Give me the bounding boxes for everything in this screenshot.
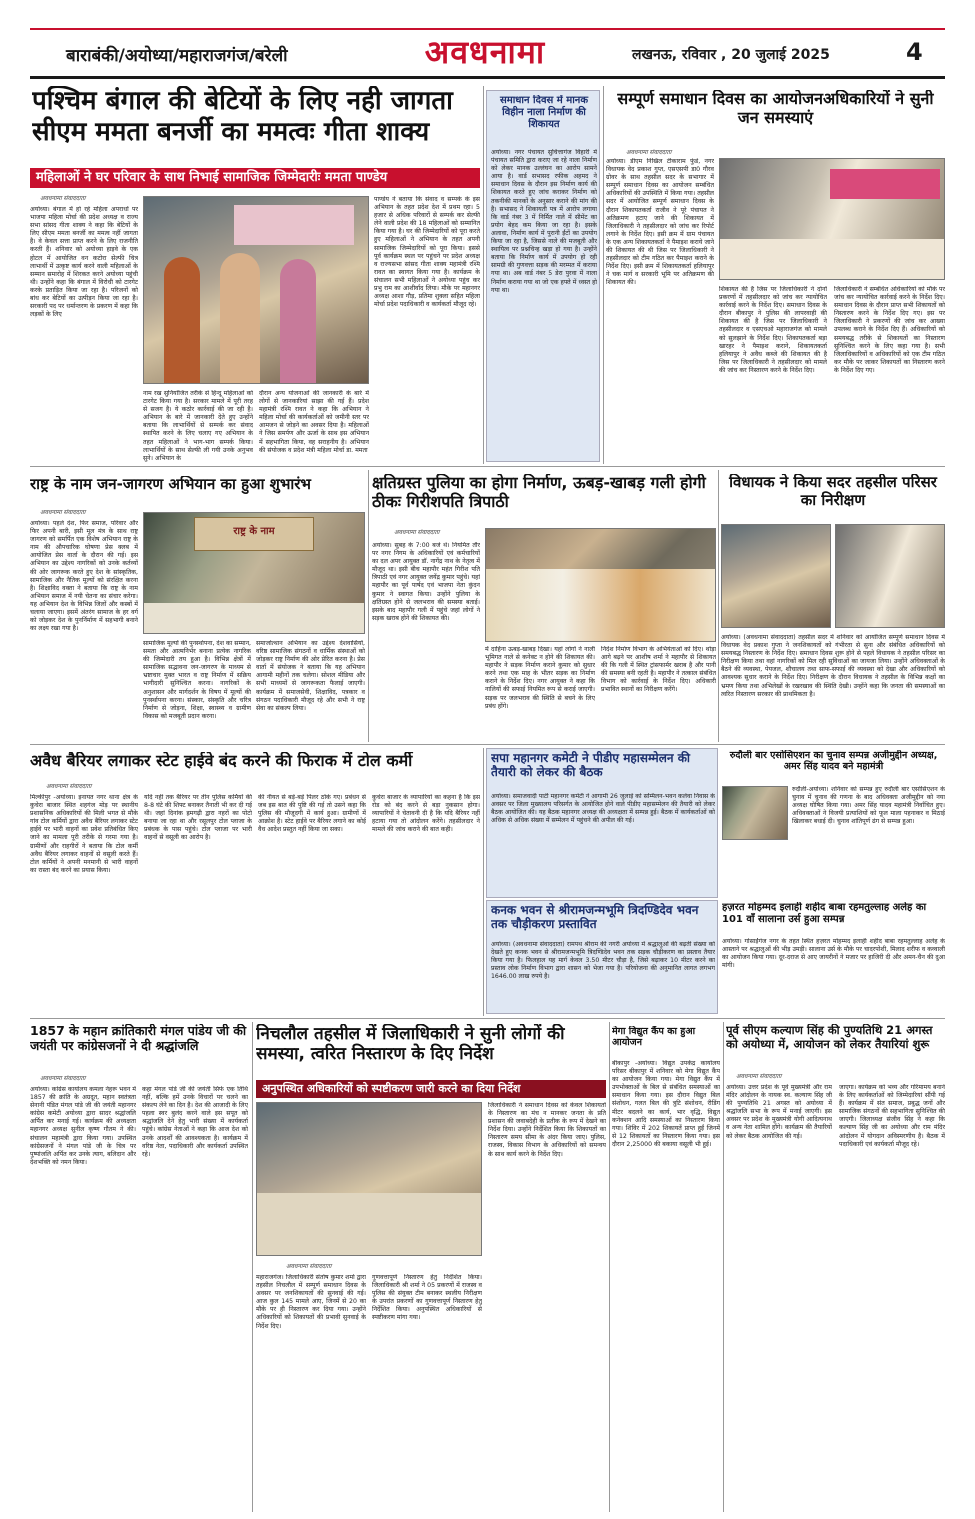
story13-col3: जिलाधिकारी ने समाधान दिवस को केवल शिकायतों के निस्तारण का मंच न मानकर जनता के प्रति प्रशासन की जवाबदेही के प्रतीक के रूप में देखने का निर्देश दिया। उन्होंने निर्देशित किया कि शिकायतों का निस्तारण समय सीमा के अंदर किया जाए। पुलिस, राजस्व, विकास विभाग के अधिकारियों को समन्वय के साथ कार्य करने के निर्देश दिए। bbox=[488, 1102, 606, 1158]
photo-person bbox=[164, 257, 200, 384]
story12-col2: कहा मंगल पांडे जी की जयंती सिर्फ एक तिथि नहीं, बल्कि हमें उनके विचारों पर चलने का संकल्प लेने का दिन है। देश की आजादी के लिए पहला स्वर बुलंद करने वाले इस सपूत को श्रद्धांजलि देने हेतु भारी संख्या में कार्यकर्ता पहुंचे। कांग्रेस नेताओं ने कहा कि आज देश को उनके आदर्शों की आवश्यकता है। कार्यक्रम में वरिष्ठ नेता, पदाधिकारी और कार्यकर्ता उपस्थित रहे। bbox=[142, 1086, 248, 1158]
photo-banner-text: राष्ट्र के नाम bbox=[233, 526, 275, 537]
story7-headline: अवैध बैरियर लगाकर स्टेट हाईवे बंद करने की फिराक में टोल कर्मी bbox=[30, 752, 413, 770]
story6-photo-right bbox=[835, 524, 945, 628]
divider bbox=[609, 1022, 610, 1512]
story13-col2: गुणवत्तापूर्ण निस्तारण हेतु निर्देशित किया। जिलाधिकारी श्री शर्मा ने 05 प्रकरणों में राजस्व व पुलिस की संयुक्त टीम बनाकर स्थलीय निरीक्षण के उपरांत प्रकरणों का गुणवत्तापूर्ण निस्तारण हेतु निर्देशित किया। अनुपस्थित अधिकारियों से स्पष्टीकरण मांगा गया। bbox=[372, 1274, 482, 1322]
story7-col1: मिल्कीपुर -अयोध्या। इनायत नगर थाना क्षेत्र के कुचेरा बाजार स्थित शहगंज मोड़ पर स्थानीय प्रशासनिक अधिकारियों की मिली भगत से मौके गांव टोल कर्मियों द्वारा अवैध बैरियर लगाकर स्टेट हाईवे पर भारी वाहनों का प्रवेश प्रतिबंधित किए जाने का मामला पूरी तरीके से गरमा गया है। ग्रामीणों और राहगीरों ने बताया कि टोल कर्मी अवैध बैरियर लगाकर वाहनों से वसूली करते हैं। टोल कर्मियों ने अपनी मनमानी से भारी वाहनों का रास्ता बंद करने का प्रयास किया। bbox=[30, 794, 138, 874]
story3-col3: जिलाधिकारी ने सम्बंधित अधिकारियों को मौके पर जांच कर न्यायोचित कार्रवाई करने के निर्देश दिए। समाधान दिवस के दौरान प्राप्त सभी शिकायतों को निस्तारण करने के निर्देश दिए गए। इस पर जिलाधिकारी ने प्रकरणों की जांच कर आख्या उपलब्ध कराने के निर्देश दिए हैं। अधिकारियों को समयबद्ध तरीके से शिकायतों का निस्तारण सुनिश्चित करने के लिए कहा गया है। सभी जिलाधिकारियों व अधिकारियों को एक टीम गठित कर मौके पर जाकर शिकायतों का निस्तारण करने के निर्देश दिए गए। bbox=[834, 286, 945, 374]
story1-col1: अयोध्या। बंगाल में हो रहे महिला अपराधों पर भाजपा महिला मोर्चा की प्रदेश अध्यक्ष व राज्य सभा सांसद गीता शाक्य ने कहा कि बेटियों के लिए सीएम ममता बनर्जी का ममत्व नहीं जागता है। वे केवल सत्ता प्राप्त करने के लिए राजनीति करती हैं। शनिवार को अयोध्या हाइवे के एक होटल में आयोजित वन कटोरा सेल्फी चित्र लाभार्थी में उत्कृष्ट कार्य करने वाली महिलाओं के सम्मान समारोह में शिरकत करने अयोध्या पहुंची थी। उन्होंने कहा कि बंगाल में विरोधी को टारगेट करके प्रताड़ित किया जा रहा है। परिजनों को बांध कर बेटियों का उत्पीड़न किया जा रहा है। सरकारी पद पर धर्मान्तरण के प्रकरण में कहा कि लड़कों के लिए bbox=[30, 206, 138, 319]
story14-body: बीकापुर -अयोध्या। विद्युत उपकेंद्र कार्यालय परिसर बीकापुर में शनिवार को मेगा विद्युत कैंप का आयोजन किया गया। मेगा विद्युत कैंप में उपभोक्ताओं के बिल से संबंधित समस्याओं का समाधान किया गया। इस दौरान विद्युत बिल संशोधन, गलत बिल की त्रुटि संशोधन, रीडिंग मीटर बदलने का कार्य, भार वृद्धि, विद्युत कनेक्शन आदि समस्याओं का निस्तारण किया गया। शिविर में 202 शिकायतें प्राप्त हुईं जिनमें से 12 शिकायतों का निस्तारण किया गया। इस दौरान 2,25000 की बकाया वसूली भी हुई। bbox=[612, 1060, 720, 1148]
story-mangal-pandey bbox=[30, 1022, 248, 1512]
masthead-logo bbox=[380, 28, 590, 74]
story13-col1: महाराजगंज। जिलाधिकारी संतोष कुमार शर्मा द्वारा तहसील निचलौल में सम्पूर्ण समाधान दिवस के अवसर पर जनशिकायतों की सुनवाई की गई। आज कुल 145 मामले आए, जिनमें से 20 का मौके पर ही निस्तारण कर दिया गया। उन्होंने अधिकारियों को शिकायतों की प्रभावी सुनवाई के निर्देश दिए। bbox=[256, 1274, 366, 1330]
divider bbox=[252, 1022, 253, 1512]
story9-photo bbox=[722, 786, 788, 840]
story11-body: अयोध्या। गोसाईंगंज नगर के तहत स्थित हज़रत मोहम्मद इलाही शहीद बाबा रहमतुल्लाह अलेह के आस्ताने पर श्रद्धालुओं की भीड़ उमड़ी। सालाना उर्स के मौके पर चादरपोशी, मिलाद शरीफ व कव्वाली का आयोजन किया गया। दूर-दराज से आए जायरीनों ने मजार पर हाजिरी दी और अमन-चैन की दुआ मांगी। bbox=[722, 938, 945, 970]
story1-col4: पाण्डेय ने बताया कि संवाद व सम्पर्क के इस अभियान के तहत प्रदेश देश में प्रथम रहा। 5 हजार से अधिक परिवारों से सम्पर्क कर सेल्फी लेने वाली प्रदेश की 18 महिलाओं को सम्मानित किया गया है। घर की जिम्मेदारियों को पूरा करते हुए महिलाओं ने अभियान के तहत अपनी सामाजिक जिम्मेदारियों को पूरा किया। इससे पूर्व कार्यक्रम स्थल पर पहुंचने पर प्रदेश अध्यक्ष व राज्यसभा सांसद गीता शाक्य महामंत्री रश्मि रावत का स्वागत किया गया है। कार्यक्रम के संचालन सभी महिलाओं ने अयोध्या पहुंच कर प्रभु राम का आशीर्वाद लिया। मौके पर महानगर अध्यक्ष आशा गौड़, प्रतिमा शुक्ला सहित महिला मोर्चा प्रदेश पदाधिकारी व कार्यकर्ता मौजूद रहे। bbox=[374, 196, 480, 309]
story-mega-vidyut-camp bbox=[612, 1022, 720, 1512]
story3-headline: सम्पूर्ण समाधान दिवस का आयोजनअधिकारियों ने सुनी जन समस्याएं bbox=[617, 90, 934, 127]
photo-table bbox=[720, 239, 945, 280]
story-vidhayak-nirikshan bbox=[721, 470, 945, 740]
divider bbox=[368, 470, 369, 742]
story-urs bbox=[722, 900, 945, 1014]
story15-col2: जाएगा। कार्यक्रम को भव्य और गरिमामय बनाने के लिए कार्यकर्ताओं को जिम्मेदारियां सौंपी गई हैं। कार्यक्रम में संत समाज, प्रबुद्ध जनों और सामाजिक संगठनों की सहभागिता सुनिश्चित की जाएगी। जिलाध्यक्ष संजीव सिंह ने कहा कि कल्याण सिंह जी का अयोध्या और राम मंदिर आंदोलन में योगदान अविस्मरणीय है। बैठक में पदाधिकारी एवं कार्यकर्ता मौजूद रहे। bbox=[839, 1084, 945, 1148]
story5-byline: अवधनामा संवाददाता bbox=[394, 529, 440, 536]
divider bbox=[483, 748, 484, 1016]
story2-headline: समाधान दिवस में मानक विहीन नाला निर्माण की शिकायत bbox=[499, 95, 589, 130]
story3-byline: अवधनामा संवाददाता bbox=[626, 149, 672, 156]
story1-col3: दौरान अन्य योजनाओं की जानकारी के बारे में लोगों से जानकारियां साझा की गई हैं। प्रदेश महामंत्री रश्मि रावत ने कहा कि अभियान ने महिला मोर्चा की कार्यकर्ताओं को जमीनी स्तर पर आमजन से जोड़ने का अवसर दिया है। महिलाओं ने जिस समर्पण और ऊर्जा के साथ इस अभियान में सहभागिता किया, वह सराहनीय है। अभियान की संयोजक व प्रदेश मंत्री महिला मोर्चा डा. ममता bbox=[259, 390, 369, 454]
story7-col3: की नीयत से बड़े-बड़े पिलर ठोंके गए। प्रबंधन से जब इस बात की पुष्टि की गई तो उसने कहा कि पुलिस की मौजूदगी में कार्य हुआ। ग्रामीणों में आक्रोश है। स्टेट हाईवे पर बैरियर लगाने का कोई वैध आदेश प्रस्तुत नहीं किया जा सका। bbox=[258, 794, 366, 834]
story3-col1: अयोध्या। डीएम निखिल टीकाराम फुंडे, नगर विधायक वेद प्रकाश गुप्त, एसएसपी डा0 गौरव ग्रोवर के साथ तहसील सदर के सभागार में सम्पूर्ण समाधान दिवस का आयोजन सम्बंधित अधिकारियों की उपस्थिति में किया गया। तहसील सदर में आयोजित सम्पूर्ण समाधान दिवस के दौरान शिकायतकर्ता राजीव ने पूरे पंचायत ने अतिक्रमण हटाए जाने की शिकायत में जिलाधिकारी ने तहसीलदार को जांच कर रिपोर्ट लगाने के निर्देश दिए। इसी क्रम में ग्राम पंचायत के एक अन्य शिकायतकर्ता ने पैमाइश कराये जाने की शिकायत की थी जिस पर जिलाधिकारी ने तहसीलदार को टीम गठित कर पैमाइश कराने के निर्देश दिए। इसी क्रम में शिकायतकर्ता हलियापुर ने चक मार्ग व सरकारी भूमि पर अतिक्रमण की शिकायत की। bbox=[606, 158, 714, 287]
story-samadhan-diwas bbox=[606, 86, 945, 462]
photo-person bbox=[220, 253, 260, 384]
story1-photo bbox=[143, 196, 369, 384]
story-puliya-nirman bbox=[372, 470, 716, 740]
story7-byline: अवधनामा संवाददाता bbox=[46, 783, 92, 790]
story10-headline: कनक भवन से श्रीरामजन्मभूमि त्रिदण्डिदेव भवन तक चौड़ीकरण प्रस्तावित bbox=[491, 903, 699, 932]
story4-col1: अयोध्या। पहले देश, फिर समाज, परिवार और फिर अपनी बारी, इसी मूल मंत्र के साथ राष्ट्र जागरण को समर्पित एक विशेष अभियान राष्ट्र के नाम की औपचारिक घोषणा प्रेस क्लब में आयोजित प्रेस वार्ता के दौरान की गई। इस अभियान का उद्देश्य नागरिकों को उनके कर्तव्यों की ओर जागरूक करते हुए देश के सांस्कृतिक, सामाजिक और नैतिक मूल्यों को संरक्षित करना है। शिक्षाविद वक्ता ने बताया कि राष्ट्र के नाम अभियान समाज में नयी चेतना का संचार करेगा। यह अभियान देश के विभिन्न जिलों और कस्बों में चलाया जाएगा। इसमें अंतरंग सामाज के हर वर्ग को जोड़कर देश के पुनर्निर्माण में सहभागी बनाने का लक्ष्य रखा गया है। bbox=[30, 520, 138, 633]
story10-body: अयोध्या। (अवधनामा संवाददाता) रामपथ श्रीराम की नगरी अयोध्या में श्रद्धालुओं की बढ़ती संख्या को देखते हुए कनक भवन से श्रीरामजन्मभूमि त्रिदण्डिदेव भवन तक सड़क चौड़ीकरण का प्रस्ताव तैयार किया गया है। फिलहाल यह मार्ग केवल 3.50 मीटर चौड़ा है, जिसे बढ़ाकर 10 मीटर करने का प्रस्ताव लोक निर्माण विभाग द्वारा शासन को भेजा गया है। परियोजना की अनुमानित लागत लगभग 1646.00 लाख रुपये है। bbox=[491, 941, 715, 981]
story1-col2: नाम रख सुनियोजित तरीके से हिन्दू महिलाओं को टारगेट किया गया है। सरकार मामले में पूरी तरह से सजग है। ये कठोर कार्रवाई की जा रही है। अभियान के बारे में जानकारी देते हुए उन्होंने बताया कि लाभार्थियों से सम्पर्क कर संवाद स्थापित करने के लिए चलाए गए अभियान के तहत महिलाओं ने भाग-भाग सम्पर्क किया। लाभार्थियों के साथ सेल्फी ली गयी उनके अनुभव सुने। अभियान के bbox=[143, 390, 253, 462]
photo-table bbox=[144, 603, 365, 634]
story7-col2: यदि नहीं तक बैरियर पर तीन पुलिस कर्मियों की 8-8 घंटे की शिफ्ट बनाकर तैनाती भी कर दी गई थी। जहां दिनांक ह्रमगढ़ी द्वारा नहरों का पोटो बनाया जा रहा था और रसूलपुर टोल प्लाजा के प्रबंधक के पास पहुंचे। टोल प्लाजा पर भारी वाहनों से वसूली का आरोप है। bbox=[144, 794, 252, 842]
page-number: 4 bbox=[906, 38, 923, 66]
story11-headline: हज़रत मोहम्मद इलाही शहीद बाबा रहमतुल्लाह अलेह का 101 वाँ सालाना उर्स हुआ सम्पन्न bbox=[722, 902, 927, 925]
story5-col1: अयोध्या। सुबह के 7:00 बजे थे। नियमित तौर पर नगर निगम के अधिकारियों एवं कर्मचारियों का दल अपर आयुक्त डॉ. नागेंद्र नाथ के नेतृत्व में मौजूद था। इसी बीच महापौर महंत गिरीश पति त्रिपाठी एवं नगर आयुक्त जयेंद्र कुमार पहुंचे। यहां महापौर का पूर्व पार्षद एवं भाजपा नेता कुंदन कुमार ने स्वागत किया। उन्होंने पुलिया के क्षतिग्रस्त होने से जलभराव की समस्या बताई। इसके बाद महापौर गली में पहुंचे जहां लोगों ने सड़क खराब होने की शिकायत की। bbox=[372, 542, 480, 622]
story-toll-karmi bbox=[30, 748, 480, 1014]
story5-col2: में दाहिना ऊबड़-खाबड़ दिखा। यहां लोगों ने नाली भूमिगत नाले से कनेक्ट न होने की शिकायत की। महापौर ने सड़क निर्माण कराने कुमार को सुधार करने तथा एक माह के भीतर सड़क का निर्माण कराने के निर्देश दिए। नगर आयुक्त ने कहा कि नालियों की सफाई नियमित रूप से कराई जाएगी। सड़क पर जलभराव की स्थिति से बचने के लिए प्रबंध होंगे। bbox=[485, 646, 595, 710]
divider bbox=[603, 86, 604, 464]
divider bbox=[30, 1018, 945, 1019]
story13-subhead: अनुपस्थित अधिकारियों को स्पष्टीकरण जारी करने का दिया निर्देश bbox=[256, 1080, 606, 1098]
story6-photo-left bbox=[721, 524, 831, 628]
story-sp-mahanagar bbox=[486, 748, 718, 898]
story13-headline: निचलौल तहसील में जिलाधिकारी ने सुनी लोगों की समस्या, त्वरित निस्तारण के दिए निर्देश bbox=[256, 1024, 565, 1065]
story6-body: अयोध्या। (अवधनामा संवाददाता) तहसील सदर में शनिवार को आयोजित सम्पूर्ण समाधान दिवस में विधायक वेद प्रकाश गुप्ता ने जनशिकायतों को गंभीरता से सुना और संबंधित अधिकारियों को समयबद्ध निस्तारण के निर्देश दिए। समाधान दिवस शुरू होने से पहले विधायक ने तहसील परिसर का निरीक्षण किया तथा वहां नागरिकों को मिल रही सुविधाओं का जायजा लिया। उन्होंने अधिवक्ताओं के बैठने की व्यवस्था, पेयजल, शौचालय तथा साफ-सफाई की व्यवस्था को देखा और अधिकारियों को आवश्यक सुधार कराने के निर्देश दिए। निरीक्षण के दौरान विधायक ने तहसील के विभिन्न कक्षों का भ्रमण किया तथा अभिलेखों के रखरखाव की स्थिति देखी। उन्होंने कहा कि जनता की समस्याओं का त्वरित निस्तारण सरकार की प्राथमिकता है। bbox=[721, 634, 945, 698]
story-rudauli-bar bbox=[722, 748, 945, 898]
dateline: लखनऊ, रविवार , 20 जुलाई 2025 bbox=[632, 47, 830, 63]
story4-col3: समाजोत्थान अभियान का उद्देश्य देशवासियों, वरिष्ठ सामाजिक संगठनों व धार्मिक संस्थाओं को जोड़कर राष्ट्र निर्माण की ओर प्रेरित करना है। प्रेस वार्ता में संयोजक ने बताया कि यह अभियान आगामी महीनों तक चलेगा। सोशल मीडिया और सभी माध्यमों से जागरूकता फैलाई जाएगी। कार्यक्रम में समाजसेवी, शिक्षाविद, पत्रकार व संगठन पदाधिकारी मौजूद रहे और सभी ने राष्ट्र सेवा का संकल्प लिया। bbox=[256, 640, 365, 712]
story-geeta-shakya bbox=[30, 86, 480, 466]
story4-headline: राष्ट्र के नाम जन-जागरण अभियान का हुआ शुभारंभ bbox=[30, 476, 311, 493]
story1-byline: अवधनामा संवाददाता bbox=[40, 195, 86, 202]
story3-photo bbox=[719, 158, 945, 280]
story15-col1: अयोध्या। उत्तर प्रदेश के पूर्व मुख्यमंत्री और राम मंदिर आंदोलन के नायक स्व. कल्याण सिंह जी की पुण्यतिथि 21 अगस्त को अयोध्या में श्रद्धांजलि सभा के रूप में मनाई जाएगी। इस अवसर पर प्रदेश के मुख्यमंत्री योगी आदित्यनाथ व अन्य नेता शामिल होंगे। कार्यक्रम की तैयारियों को लेकर बैठक आयोजित की गई। bbox=[726, 1084, 832, 1140]
story12-headline: 1857 के महान क्रांतिकारी मंगल पांडेय जी की जयंती पर कांग्रेसजनों ने दी श्रद्धांजलि bbox=[30, 1024, 247, 1053]
story-nichlaul-tehsil bbox=[256, 1022, 606, 1512]
photo-crowd bbox=[486, 569, 716, 642]
story9-body: रुदौली-अयोध्या। शनिवार को सम्पन्न हुए रुदौली बार एसोसिएशन के चुनाव में चुनाव की गणना के बाद अधिवक्ता अजीमुद्दीन को नया अध्यक्ष घोषित किया गया। अमर सिंह यादव महामंत्री निर्वाचित हुए। अधिवक्ताओं ने विजयी प्रत्याशियों को फूल माला पहनाकर व मिठाई खिलाकर बधाई दी। चुनाव शांतिपूर्ण ढंग से सम्पन्न हुआ। bbox=[792, 786, 945, 826]
photo-banner bbox=[234, 205, 354, 245]
story-kalyan-singh bbox=[726, 1022, 945, 1512]
story7-col4: कुचेरा बाजार के व्यापारियों का कहना है कि इस रोड को बंद करने से बड़ा नुकसान होगा। व्यापारियों ने चेतावनी दी है कि यदि बैरियर नहीं हटाया गया तो आंदोलन करेंगे। तहसीलदार ने मामले की जांच कराने की बात कही। bbox=[372, 794, 480, 834]
story5-headline: क्षतिग्रस्त पुलिया का होगा निर्माण, ऊबड़-खाबड़ गली होगी ठीकः गिरीशपति त्रिपाठी bbox=[372, 474, 706, 511]
story5-photo bbox=[485, 528, 716, 642]
story15-byline: अवधनामा संवाददाता bbox=[736, 1073, 782, 1080]
story-nala-complaint bbox=[486, 90, 600, 462]
story-kanak-bhawan bbox=[486, 900, 718, 1014]
story8-body: अयोध्या। समाजवादी पार्टी महानगर कमेटी ने आगामी 26 जुलाई को सम्मिलन-भवन कलेवा निवास के अवसर पर जिला मुख्यालय परिसर्गत के आयोजित होने वाले पीडीए महासम्मेलन की तैयारी को लेकर बैठक आयोजित की। यह बैठक महानगर अध्यक्ष की अध्यक्षता में सम्पन्न हुई। बैठक में कार्यकर्ताओं को अधिक से अधिक संख्या में सम्मेलन में पहुंचने की अपील की गई। bbox=[491, 793, 715, 825]
divider bbox=[30, 744, 945, 745]
story-rashtra-ke-naam bbox=[30, 470, 365, 740]
logo-text: अवधनामा bbox=[424, 33, 546, 71]
masthead-bottom-rule bbox=[30, 76, 945, 79]
divider bbox=[723, 1022, 724, 1512]
story15-headline: पूर्व सीएम कल्याण सिंह की पुण्यतिथि 21 अगस्त को अयोध्या में, आयोजन को लेकर तैयारियां शुरू bbox=[726, 1024, 933, 1051]
story5-col3: निर्देश निर्माण विभाग के अभियंताओं को दिए। थोड़ा आगे बढ़ने पर आशीष शर्मा ने महापौर से शिकायत की कि गली में स्थित ट्रांसफार्मर खराब है और पानी की समस्या बनी रहती है। महापौर ने तत्काल संबंधित विभाग को कार्रवाई के निर्देश दिए। अधिकारी प्रभावित स्थानों का निरीक्षण करेंगे। bbox=[601, 646, 716, 694]
story14-headline: मेगा विद्युत कैंप का हुआ आयोजन bbox=[612, 1026, 696, 1049]
photo-person bbox=[280, 259, 316, 384]
story4-byline: अवधनामा संवाददाता bbox=[40, 509, 86, 516]
story4-col2: सामाजिक मूल्यों की पुनर्स्थापना, देश का सम्मान, समता और आत्मनिर्भर बनाना प्रत्येक नागरिक की जिम्मेदारी तय हुआ है। विभिन्न क्षेत्रों में सामाजिक सद्भावना जन-जागरण के माध्यम से भ्रष्टाचार मुक्त भारत व राष्ट्र निर्माण में सक्रिय भागीदारी सुनिश्चित करना। नागरिकों के अनुशासन और मार्गदर्शन के विषय में मूल्यों की पुनर्स्थापना करना। संस्कार, संस्कृति और चरित्र निर्माण से जोड़ना, शिक्षा, स्वास्थ्य व ग्रामीण विकास को मजबूती प्रदान करना। bbox=[143, 640, 251, 720]
story6-headline: विधायक ने किया सदर तहसील परिसर का निरीक्षण bbox=[729, 474, 937, 509]
story8-headline: सपा महानगर कमेटी ने पीडीए महासम्मेलन की तैयारी को लेकर की बैठक bbox=[491, 751, 691, 780]
story1-subhead: महिलाओं ने घर परिवार के साथ निभाई सामाजिक जिम्मेदारीः ममता पाण्डेय bbox=[30, 168, 480, 188]
divider bbox=[718, 470, 719, 742]
masthead bbox=[0, 0, 975, 84]
story9-headline: रुदौली बार एसोसिएशन का चुनाव सम्पन्न अजीमुद्दीन अध्यक्ष, अमर सिंह यादव बने महामंत्री bbox=[729, 750, 938, 773]
story12-byline: अवधनामा संवाददाता bbox=[40, 1075, 86, 1082]
story3-col2: शिकायत की है जिस पर जिलाधिकारी ने दोनों प्रकरणों में तहसीलदार को जांच कर न्यायोचित कार्रवाई करने के निर्देश दिए। समाधान दिवस के दौरान बीकापुर ने पुलिस की लापरवाही की शिकायत की है जिस पर जिलाधिकारी ने तहसीलदार व एसएचओ महाराजगंज को मामले को सुलझाने के निर्देश दिए। शिकायतकर्ता बड़ा खारहर ने पैमाइश कराने, शिकायतकर्ता हलियापुर ने अवैध कब्जे की शिकायत की है जिस पर जिलाधिकारी ने तहसीलदार को मामले की जांच कर निस्तारण करने के निर्देश दिए। bbox=[719, 286, 827, 374]
photo-table bbox=[257, 1193, 482, 1256]
story2-body: अयोध्या। नगर पंचायत सुचित्तागंज विहारी में पंचायत समिति द्वारा कराए जा रहे नाला निर्माण को लेकर मानक उल्लंघन का आरोप सामने आया है। वार्ड सभासद रफीक अहमद ने समाधान दिवस के दौरान इस निर्माण कार्य की शिकायत करते हुए जांच कराकर निर्माण को तकनीकी मानकों के अनुसार कराने की मांग की है। सभासद ने शिकायती पत्र में आरोप लगाया कि वार्ड नंबर 3 में निर्मित नाले में सीमेंट का प्रयोग बेहद कम किया जा रहा है। इसके अलावा, निर्माण कार्य में पुरानी ईंटों का उपयोग किया जा रहा है, जिससे नाले की मजबूती और स्थायित्व पर प्रश्नचिन्ह खड़ा हो गया है। उन्होंने बताया कि निर्माण कार्य में उपयोग हो रही सामग्री की गुणवत्ता सड़क की मरम्मत में कराया गया था। अब वार्ड नंबर 5 डेरा पुरवा में नाला निर्माण कराया गया था जो एक हफ्ते में ध्वस्त हो गया था। bbox=[491, 149, 597, 294]
story1-headline: पश्चिम बंगाल की बेटियों के लिए नही जागता सीएम ममता बनर्जी का ममत्वः गीता शाक्य bbox=[32, 86, 453, 147]
story12-col1: अयोध्या। कांग्रेस कार्यालय कमला नेहरू भवन में 1857 की क्रांति के अग्रदूत, महान स्वतंत्रता सेनानी पंडित मंगल पांडे जी की जयंती महानगर कांग्रेस कमेटी अयोध्या द्वारा सादर श्रद्धांजलि अर्पित कर मनाई गई। कार्यक्रम की अध्यक्षता महानगर अध्यक्ष सुनील कृष्ण गौतम ने की। संचालन महामंत्री द्वारा किया गया। उपस्थित कांग्रेसजनों ने मंगल पांडे जी के चित्र पर पुष्पांजलि अर्पित कर उनके त्याग, बलिदान और देशभक्ति को नमन किया। bbox=[30, 1086, 136, 1166]
story13-photo bbox=[256, 1102, 482, 1256]
divider bbox=[30, 466, 945, 467]
divider bbox=[483, 86, 484, 464]
story13-byline: अवधनामा संवाददाता bbox=[286, 1263, 332, 1270]
photo-banner bbox=[830, 169, 940, 199]
edition-names: बाराबंकी/अयोध्या/महाराजगंज/बरेली bbox=[66, 46, 288, 66]
story4-photo bbox=[143, 512, 365, 634]
